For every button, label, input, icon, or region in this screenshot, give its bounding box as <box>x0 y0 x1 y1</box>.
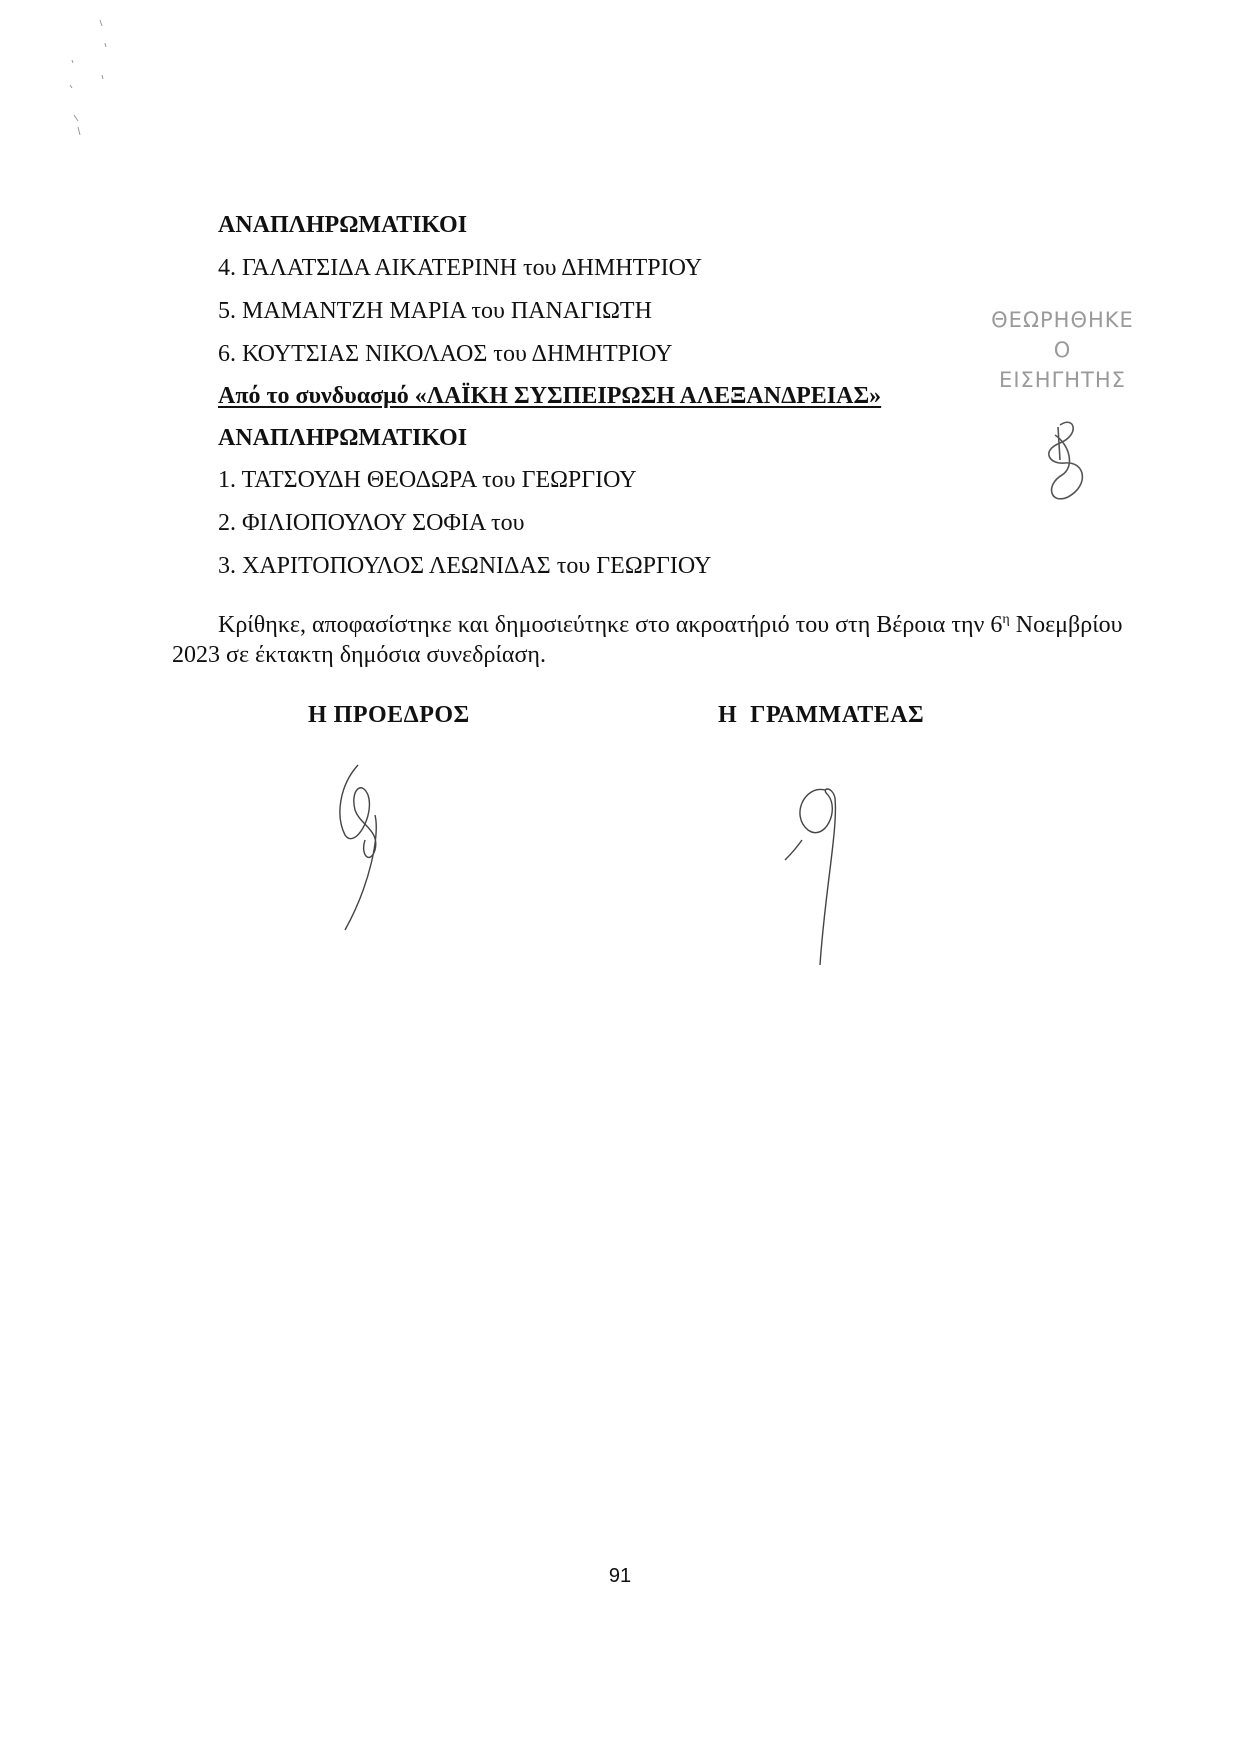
list-item: 1. ΤΑΤΣΟΥΔΗ ΘΕΟΔΩΡΑ του ΓΕΩΡΓΙΟΥ <box>218 467 637 493</box>
section-heading-alternates: ΑΝΑΠΛΗΡΩΜΑΤΙΚΟΙ <box>218 425 468 451</box>
president-title: Η ΠΡΟΕΔΡΟΣ <box>308 702 470 728</box>
stamp-line: ΘΕΩΡΗΘΗΚΕ <box>991 308 1134 332</box>
list-item: 2. ΦΙΛΙΟΠΟΥΛΟΥ ΣΟΦΙΑ του <box>218 510 525 536</box>
closing-superscript: η <box>1002 612 1010 627</box>
stamp-line: ΕΙΣΗΓΗΤΗΣ <box>999 368 1126 392</box>
scan-margin-marks <box>60 15 120 135</box>
section-heading-alternates: ΑΝΑΠΛΗΡΩΜΑΤΙΚΟΙ <box>218 212 468 238</box>
closing-text-continued: Νοεμβρίου 2023 σε έκτακτη δημόσια συνεδρίαση. <box>172 612 1123 668</box>
list-item: 5. ΜΑΜΑΝΤΖΗ ΜΑΡΙΑ του ΠΑΝΑΓΙΩΤΗ <box>218 298 652 324</box>
coalition-heading: Από το συνδυασμό «ΛΑΪΚΗ ΣΥΣΠΕΙΡΩΣΗ ΑΛΕΞΑΝΔΡΕΙΑΣ» <box>218 383 882 409</box>
list-item: 3. ΧΑΡΙΤΟΠΟΥΛΟΣ ΛΕΩΝΙΔΑΣ του ΓΕΩΡΓΙΟΥ <box>218 553 712 579</box>
page-number: 91 <box>608 1565 632 1587</box>
rapporteur-signature <box>1030 415 1100 505</box>
closing-text: Κρίθηκε, αποφασίστηκε και δημοσιεύτηκε στο ακροατήριό του στη Βέροια την 6 <box>218 612 1003 638</box>
review-stamp <box>975 305 1150 395</box>
president-signature <box>320 755 410 935</box>
stamp-line: Ο <box>1053 338 1072 362</box>
list-item: 6. ΚΟΥΤΣΙΑΣ ΝΙΚΟΛΑΟΣ του ΔΗΜΗΤΡΙΟΥ <box>218 341 673 367</box>
list-item: 4. ΓΑΛΑΤΣΙΔΑ ΑΙΚΑΤΕΡΙΝΗ του ΔΗΜΗΤΡΙΟΥ <box>218 255 703 281</box>
secretary-title: Η ΓΡΑΜΜΑΤΕΑΣ <box>718 702 925 728</box>
closing-paragraph <box>172 605 1147 670</box>
secretary-signature <box>780 770 860 970</box>
